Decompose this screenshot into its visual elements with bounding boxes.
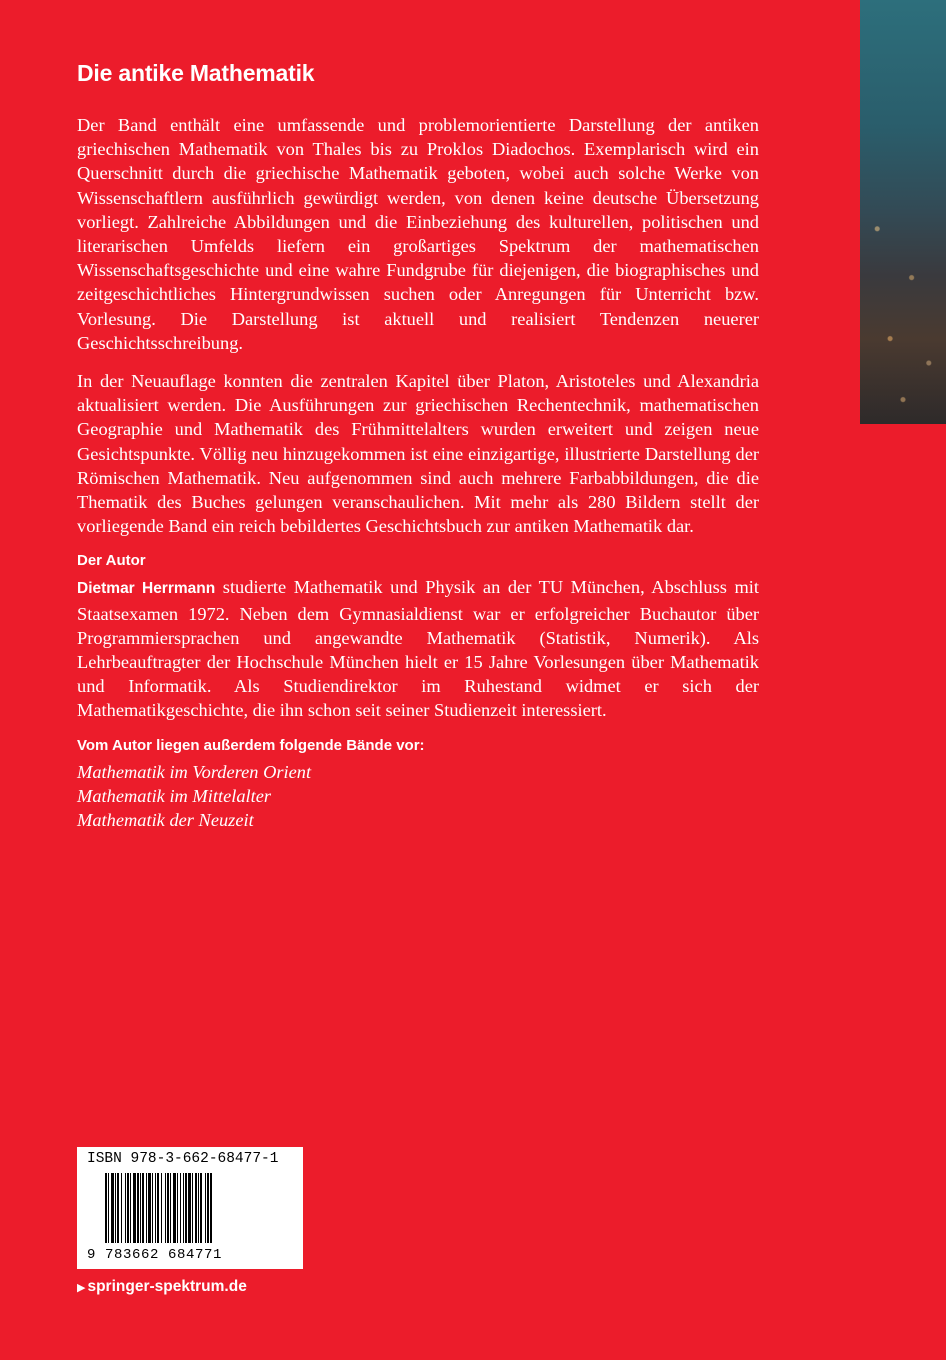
author-heading: Der Autor <box>77 552 146 570</box>
isbn-number: ISBN 978-3-662-68477-1 <box>87 1151 279 1167</box>
barcode-bar <box>212 1173 213 1243</box>
book-title-item: Mathematik im Mittelalter <box>77 785 272 806</box>
author-bio-text: studierte Mathematik und Physik an der TU München, Abschluss mit Staatsexamen 1972. Neben dem Gymnasialdienst war er erfolgreicher Buchautor über Programmiersprachen und angewandte Mathematik (Statistik, Numerik). Als Lehrbeauftragter der Hochschule München hielt er 15 Jahre Vorlesungen über Mathematik und Informatik. Als Studiendirektor im Ruhestand widmet er sich der Mathematikgeschichte, die ihn schon seit seiner Studienzeit interessiert. <box>77 577 759 721</box>
barcode-bars <box>105 1173 287 1249</box>
other-books <box>77 737 759 832</box>
publisher-website-link[interactable] <box>77 1278 247 1296</box>
description-paragraph-1: Der Band enthält eine umfassende und problemorientierte Darstellung der antiken griechischen Mathematik von Thales bis zu Proklos Diadochos. Exemplarisch wird ein Querschnitt durch die griechische Mathematik geboten, wobei auch solche Werke von Wissenschaftlern ausführlich gewürdigt werden, von denen keine deutsche Übersetzung vorliegt. Zahlreiche Abbildungen und die Einbeziehung des kulturellen, politischen und literarischen Umfelds liefern ein großartiges Spektrum der mathematischen Wissenschaftsgeschichte und eine wahre Fundgrube für diejenigen, die biographisches und zeitgeschichtliches Hintergrundwissen suchen oder Anregungen für Unterricht bzw. Vorlesung. Die Darstellung ist aktuell und realisiert Tendenzen neuerer Geschichtsschreibung. <box>77 115 759 353</box>
description-paragraph-2: In der Neuauflage konnten die zentralen Kapitel über Platon, Aristoteles und Alexandria aktualisiert werden. Die Ausführungen zur griechischen Rechentechnik, mathematischen Geographie und Mathematik des Frühmittelalters wurden erweitert und zeigen neue Gesichtspunkte. Völlig neu hinzugekommen ist eine einzigartige, illustrierte Darstellung der Römischen Mathematik. Neu aufgenommen sind auch mehrere Farbabbildungen, die die Thematik des Buches gelungen veranschaulichen. Mit mehr als 280 Bildern stellt der vorliegende Band ein reich bebildertes Geschichtsbuch zur antiken Mathematik dar. <box>77 371 759 537</box>
city-lights-photo <box>860 180 946 424</box>
author-name: Dietmar Herrmann <box>77 580 216 598</box>
cover-photo-strip <box>860 0 946 424</box>
book-title-item: Mathematik im Vorderen Orient <box>77 761 312 782</box>
book-title: Die antike Mathematik <box>77 60 315 86</box>
other-books-heading: Vom Autor liegen außerdem folgende Bände vor: <box>77 736 425 754</box>
back-cover-text <box>77 60 759 832</box>
author-bio <box>77 575 759 722</box>
website-label: springer-spektrum.de <box>87 1278 247 1295</box>
isbn-barcode <box>77 1147 303 1269</box>
book-title-item: Mathematik der Neuzeit <box>77 809 254 830</box>
ean-digits: 9 783662 684771 <box>87 1247 223 1263</box>
arrow-right-icon: ▶ <box>77 1282 86 1294</box>
